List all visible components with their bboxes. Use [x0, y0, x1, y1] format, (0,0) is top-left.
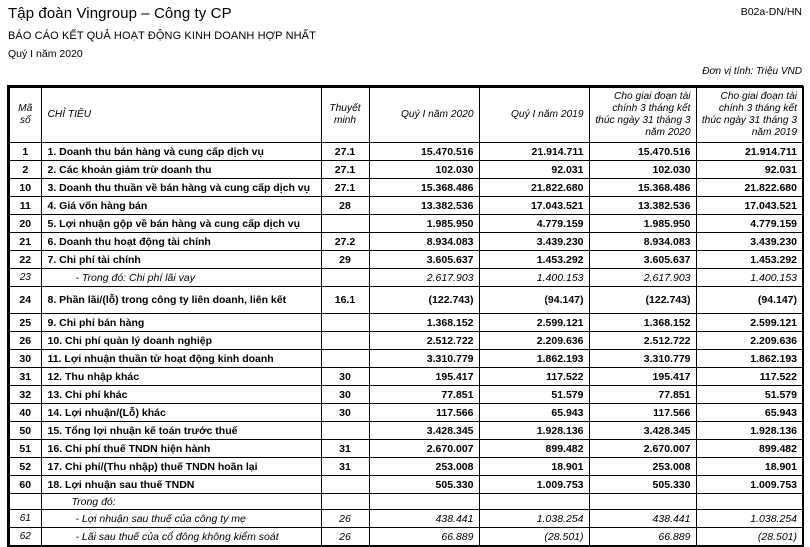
table-row: [9, 233, 803, 251]
cell-code: 25: [9, 314, 41, 332]
cell-q1-2020: 8.934.083: [369, 233, 479, 251]
cell-item: 4. Giá vốn hàng bán: [41, 197, 321, 215]
cell-q1-2020: 77.851: [369, 386, 479, 404]
cell-code: 60: [9, 476, 41, 494]
cell-code: 62: [9, 528, 41, 547]
cell-ytd-2019: 2.209.636: [696, 332, 803, 350]
cell-ytd-2020: 438.441: [589, 510, 696, 528]
table-row: [9, 287, 803, 314]
table-row: [9, 269, 803, 287]
cell-ytd-2020: 8.934.083: [589, 233, 696, 251]
table-row: [9, 458, 803, 476]
cell-q1-2020: 3.428.345: [369, 422, 479, 440]
cell-item: 6. Doanh thu hoạt động tài chính: [41, 233, 321, 251]
cell-q1-2019: 1.400.153: [479, 269, 589, 287]
income-statement-table-wrapper: [8, 86, 802, 547]
cell-code: 52: [9, 458, 41, 476]
cell-note: [321, 332, 369, 350]
table-row: [9, 476, 803, 494]
cell-ytd-2019: 899.482: [696, 440, 803, 458]
cell-ytd-2019: (28.501): [696, 528, 803, 547]
cell-item: 3. Doanh thu thuần về bán hàng và cung cấp dịch vụ: [41, 179, 321, 197]
cell-q1-2020: 117.566: [369, 404, 479, 422]
cell-q1-2020: 15.470.516: [369, 143, 479, 161]
cell-item: 11. Lợi nhuận thuần từ hoạt động kinh doanh: [41, 350, 321, 368]
cell-note: 29: [321, 251, 369, 269]
cell-ytd-2019: 21.822.680: [696, 179, 803, 197]
cell-q1-2019: 3.439.230: [479, 233, 589, 251]
cell-ytd-2020: 1.368.152: [589, 314, 696, 332]
cell-note: 30: [321, 404, 369, 422]
cell-ytd-2020: 66.889: [589, 528, 696, 547]
cell-note: [321, 494, 369, 510]
cell-ytd-2019: 2.599.121: [696, 314, 803, 332]
cell-q1-2019: (28.501): [479, 528, 589, 547]
cell-q1-2020: 195.417: [369, 368, 479, 386]
cell-note: [321, 350, 369, 368]
cell-note: 16.1: [321, 287, 369, 314]
cell-q1-2019: 2.599.121: [479, 314, 589, 332]
table-row: [9, 422, 803, 440]
cell-ytd-2020: 13.382.536: [589, 197, 696, 215]
cell-ytd-2019: 1.400.153: [696, 269, 803, 287]
table-row: [9, 494, 803, 510]
cell-q1-2020: 438.441: [369, 510, 479, 528]
cell-q1-2019: 1.453.292: [479, 251, 589, 269]
cell-note: 31: [321, 458, 369, 476]
cell-ytd-2020: 1.985.950: [589, 215, 696, 233]
cell-note: 31: [321, 440, 369, 458]
table-row: [9, 179, 803, 197]
cell-note: 30: [321, 368, 369, 386]
cell-ytd-2019: 3.439.230: [696, 233, 803, 251]
cell-q1-2019: 1.928.136: [479, 422, 589, 440]
cell-q1-2020: 3.310.779: [369, 350, 479, 368]
cell-ytd-2020: [589, 494, 696, 510]
cell-q1-2019: 21.914.711: [479, 143, 589, 161]
table-row: [9, 332, 803, 350]
cell-code: 30: [9, 350, 41, 368]
column-header-code: Mã số: [9, 87, 41, 143]
cell-ytd-2020: 195.417: [589, 368, 696, 386]
table-row: [9, 510, 803, 528]
table-row: [9, 440, 803, 458]
table-head: [9, 87, 803, 143]
table-row: [9, 386, 803, 404]
cell-item: 15. Tổng lợi nhuận kế toán trước thuế: [41, 422, 321, 440]
table-row: [9, 368, 803, 386]
cell-code: 61: [9, 510, 41, 528]
cell-code: 32: [9, 386, 41, 404]
cell-q1-2020: 253.008: [369, 458, 479, 476]
cell-ytd-2020: 15.470.516: [589, 143, 696, 161]
cell-q1-2019: 65.943: [479, 404, 589, 422]
cell-ytd-2019: 1.453.292: [696, 251, 803, 269]
cell-code: 31: [9, 368, 41, 386]
cell-note: 26: [321, 528, 369, 547]
table-row: [9, 528, 803, 547]
table-row: [9, 161, 803, 179]
cell-item: Trong đó:: [41, 494, 321, 510]
cell-q1-2020: 1.368.152: [369, 314, 479, 332]
cell-code: 40: [9, 404, 41, 422]
cell-ytd-2019: 51.579: [696, 386, 803, 404]
cell-note: 28: [321, 197, 369, 215]
cell-code: [9, 494, 41, 510]
cell-code: 1: [9, 143, 41, 161]
cell-q1-2020: 1.985.950: [369, 215, 479, 233]
cell-ytd-2019: [696, 494, 803, 510]
cell-item: 12. Thu nhập khác: [41, 368, 321, 386]
currency-unit: Đơn vị tính: Triệu VND: [702, 66, 802, 77]
cell-q1-2019: 1.038.254: [479, 510, 589, 528]
cell-note: [321, 215, 369, 233]
column-header-q1-2020: Quý I năm 2020: [369, 87, 479, 143]
cell-item: 13. Chi phí khác: [41, 386, 321, 404]
cell-note: 27.1: [321, 161, 369, 179]
income-statement-table: [8, 86, 804, 547]
cell-q1-2020: [369, 494, 479, 510]
table-row: [9, 404, 803, 422]
cell-note: 27.1: [321, 143, 369, 161]
cell-ytd-2019: (94.147): [696, 287, 803, 314]
cell-code: 50: [9, 422, 41, 440]
cell-q1-2019: [479, 494, 589, 510]
report-period: Quý I năm 2020: [8, 48, 83, 60]
cell-ytd-2019: 1.862.193: [696, 350, 803, 368]
table-row: [9, 143, 803, 161]
cell-q1-2020: (122.743): [369, 287, 479, 314]
cell-item: 10. Chi phí quản lý doanh nghiệp: [41, 332, 321, 350]
cell-q1-2020: 2.512.722: [369, 332, 479, 350]
cell-q1-2020: 2.670.007: [369, 440, 479, 458]
cell-item: 7. Chi phí tài chính: [41, 251, 321, 269]
cell-q1-2020: 13.382.536: [369, 197, 479, 215]
cell-code: 20: [9, 215, 41, 233]
cell-q1-2020: 2.617.903: [369, 269, 479, 287]
company-name: Tập đoàn Vingroup – Công ty CP: [8, 5, 232, 22]
cell-q1-2019: 1.009.753: [479, 476, 589, 494]
cell-note: [321, 422, 369, 440]
table-row: [9, 197, 803, 215]
cell-ytd-2020: 102.030: [589, 161, 696, 179]
cell-code: 22: [9, 251, 41, 269]
cell-note: [321, 314, 369, 332]
cell-q1-2020: 66.889: [369, 528, 479, 547]
cell-ytd-2020: 2.670.007: [589, 440, 696, 458]
cell-q1-2019: 18.901: [479, 458, 589, 476]
cell-ytd-2020: 117.566: [589, 404, 696, 422]
cell-item: 9. Chi phí bán hàng: [41, 314, 321, 332]
cell-ytd-2019: 65.943: [696, 404, 803, 422]
cell-ytd-2020: (122.743): [589, 287, 696, 314]
cell-q1-2020: 102.030: [369, 161, 479, 179]
cell-ytd-2019: 1.009.753: [696, 476, 803, 494]
cell-item: 14. Lợi nhuận/(Lỗ) khác: [41, 404, 321, 422]
cell-code: 23: [9, 269, 41, 287]
cell-code: 2: [9, 161, 41, 179]
cell-item: 17. Chi phí/(Thu nhập) thuế TNDN hoãn lại: [41, 458, 321, 476]
table-header-row: [9, 87, 803, 143]
table-row: [9, 314, 803, 332]
cell-q1-2020: 505.330: [369, 476, 479, 494]
cell-q1-2019: 92.031: [479, 161, 589, 179]
cell-q1-2019: 17.043.521: [479, 197, 589, 215]
cell-q1-2019: 2.209.636: [479, 332, 589, 350]
cell-q1-2019: 899.482: [479, 440, 589, 458]
report-title: BÁO CÁO KẾT QUẢ HOẠT ĐỘNG KINH DOANH HỢP NHẤT: [8, 30, 316, 42]
cell-item: 18. Lợi nhuận sau thuế TNDN: [41, 476, 321, 494]
cell-item: 16. Chi phí thuế TNDN hiện hành: [41, 440, 321, 458]
cell-q1-2019: 21.822.680: [479, 179, 589, 197]
cell-ytd-2019: 92.031: [696, 161, 803, 179]
cell-ytd-2019: 117.522: [696, 368, 803, 386]
cell-q1-2019: (94.147): [479, 287, 589, 314]
table-row: [9, 350, 803, 368]
cell-note: [321, 476, 369, 494]
cell-ytd-2020: 15.368.486: [589, 179, 696, 197]
form-code: B02a-DN/HN: [740, 6, 802, 18]
cell-note: [321, 269, 369, 287]
cell-ytd-2020: 3.428.345: [589, 422, 696, 440]
cell-item: 8. Phần lãi/(lỗ) trong công ty liên doanh, liên kết: [41, 287, 321, 314]
cell-code: 26: [9, 332, 41, 350]
cell-ytd-2020: 505.330: [589, 476, 696, 494]
cell-item: 5. Lợi nhuận gộp về bán hàng và cung cấp dịch vụ: [41, 215, 321, 233]
table-row: [9, 215, 803, 233]
cell-note: 30: [321, 386, 369, 404]
cell-item: 2. Các khoản giảm trừ doanh thu: [41, 161, 321, 179]
cell-ytd-2020: 3.310.779: [589, 350, 696, 368]
cell-ytd-2019: 1.928.136: [696, 422, 803, 440]
cell-item: - Trong đó: Chi phí lãi vay: [41, 269, 321, 287]
cell-q1-2020: 3.605.637: [369, 251, 479, 269]
cell-ytd-2019: 21.914.711: [696, 143, 803, 161]
cell-item: - Lãi sau thuế của cổ đông không kiểm soát: [41, 528, 321, 547]
column-header-q1-2019: Quý I năm 2019: [479, 87, 589, 143]
cell-ytd-2019: 1.038.254: [696, 510, 803, 528]
cell-q1-2019: 51.579: [479, 386, 589, 404]
cell-note: 26: [321, 510, 369, 528]
cell-ytd-2020: 253.008: [589, 458, 696, 476]
cell-q1-2019: 1.862.193: [479, 350, 589, 368]
cell-ytd-2019: 4.779.159: [696, 215, 803, 233]
column-header-note: Thuyết minh: [321, 87, 369, 143]
cell-q1-2019: 4.779.159: [479, 215, 589, 233]
column-header-ytd-2019: Cho giai đoạn tài chính 3 tháng kết thúc ngày 31 tháng 3 năm 2019: [696, 87, 803, 143]
cell-code: 10: [9, 179, 41, 197]
cell-code: 51: [9, 440, 41, 458]
cell-ytd-2020: 3.605.637: [589, 251, 696, 269]
table-body: [9, 143, 803, 547]
document-header: [8, 4, 802, 77]
column-header-ytd-2020: Cho giai đoạn tài chính 3 tháng kết thúc ngày 31 tháng 3 năm 2020: [589, 87, 696, 143]
cell-item: - Lợi nhuận sau thuế của công ty mẹ: [41, 510, 321, 528]
column-header-item: CHỈ TIÊU: [41, 87, 321, 143]
cell-code: 11: [9, 197, 41, 215]
table-row: [9, 251, 803, 269]
cell-note: 27.2: [321, 233, 369, 251]
cell-ytd-2019: 18.901: [696, 458, 803, 476]
cell-note: 27.1: [321, 179, 369, 197]
cell-code: 21: [9, 233, 41, 251]
cell-ytd-2020: 2.512.722: [589, 332, 696, 350]
cell-ytd-2019: 17.043.521: [696, 197, 803, 215]
cell-q1-2019: 117.522: [479, 368, 589, 386]
cell-ytd-2020: 2.617.903: [589, 269, 696, 287]
cell-ytd-2020: 77.851: [589, 386, 696, 404]
cell-item: 1. Doanh thu bán hàng và cung cấp dịch vụ: [41, 143, 321, 161]
cell-code: 24: [9, 287, 41, 314]
cell-q1-2020: 15.368.486: [369, 179, 479, 197]
